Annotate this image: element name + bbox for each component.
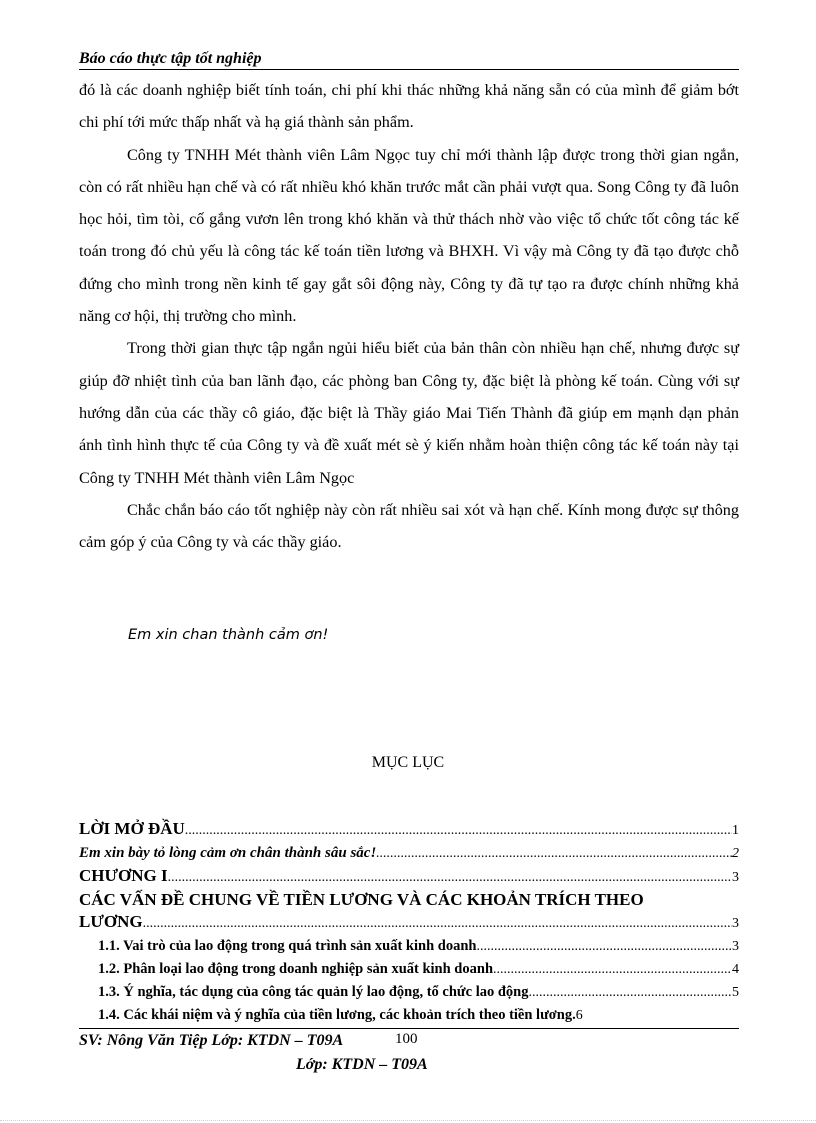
toc-entry-label: CÁC VẤN ĐỀ CHUNG VỀ TIỀN LƯƠNG VÀ CÁC KHOẢN TRÍCH THEO bbox=[79, 890, 644, 909]
toc-leader-dots bbox=[476, 935, 732, 958]
toc-entry[interactable] bbox=[79, 818, 739, 842]
toc-leader-dots bbox=[143, 911, 732, 935]
toc-entry-page: 4 bbox=[732, 962, 739, 977]
toc-entry[interactable] bbox=[79, 958, 739, 981]
toc-entry-heading-line bbox=[79, 889, 739, 911]
toc-leader-dots bbox=[528, 981, 732, 1004]
toc-entry-label: LỜI MỞ ĐẦU bbox=[79, 819, 185, 838]
toc-entry-label-continued: LƯƠNG bbox=[79, 912, 143, 931]
closing-line: Em xin chan thành cảm ơn! bbox=[128, 627, 329, 643]
paragraph: Công ty TNHH Mét thành viên Lâm Ngọc tuy chỉ mới thành lập được trong thời gian ngắn, còn có rất nhiều hạn chế và có rất nhiều khó khăn trước mắt cần phải vượt qua. Song Công ty đã luôn học hỏi, tìm tòi, cố gắng vươn lên trong khó khăn và thử thách nhờ vào việc tổ chức tốt công tác kế toán trong đó chủ yếu là công tác kế toán tiền lương và BHXH. Vì vậy mà Công ty đã tạo được chỗ đứng cho mình trong nền kinh tế gay gắt sôi động này, Công ty đã tự tạo ra được chính những khả năng cơ hội, thị trường cho mình. bbox=[79, 145, 739, 326]
body-text bbox=[79, 74, 739, 558]
toc-title: MỤC LỤC bbox=[371, 754, 445, 771]
paragraph: đó là các doanh nghiệp biết tính toán, chi phí khi thác những khả năng sẵn có của mình để giảm bớt chi phí tới mức thấp nhất và hạ giá thành sản phẩm. bbox=[79, 81, 739, 132]
toc-leader-dots bbox=[185, 818, 732, 842]
page-header bbox=[79, 50, 739, 70]
toc-leader-dots bbox=[168, 865, 732, 889]
toc-leader-dots bbox=[376, 842, 732, 865]
toc-entry-page: 3 bbox=[732, 870, 739, 885]
paragraph: Chắc chắn báo cáo tốt nghiệp này còn rất nhiều sai xót và hạn chế. Kính mong được sự thông cảm góp ý của Công ty và các thầy giáo. bbox=[79, 500, 739, 552]
toc-entry[interactable] bbox=[79, 865, 739, 889]
toc-entry-label: 1.3. Ý nghĩa, tác dụng của công tác quản lý lao động, tổ chức lao động bbox=[98, 984, 529, 1000]
toc-entry-label: CHƯƠNG I bbox=[79, 866, 168, 885]
toc-entry[interactable] bbox=[79, 911, 739, 935]
toc-entry[interactable] bbox=[79, 981, 739, 1004]
header-title: Báo cáo thực tập tốt nghiệp bbox=[79, 50, 262, 67]
toc-entry-label: 1.2. Phân loại lao động trong doanh nghiệp sản xuất kinh doanh bbox=[98, 961, 494, 977]
footer-class-line: Lớp: KTDN – T09A bbox=[296, 1056, 428, 1073]
footer-divider bbox=[79, 1028, 739, 1029]
toc-entry-page: 1 bbox=[732, 823, 739, 838]
toc-entry-page: 3 bbox=[732, 939, 739, 954]
toc-entry-label: Em xin bày tỏ lòng cảm ơn chân thành sâu sắc! bbox=[79, 845, 377, 861]
toc-entry[interactable] bbox=[79, 842, 739, 865]
paragraph: Trong thời gian thực tập ngắn ngủi hiểu biết của bản thân còn nhiều hạn chế, nhưng được sự giúp đỡ nhiệt tình của ban lãnh đạo, các phòng ban Công ty, đặc biệt là phòng kế toán. Cùng với sự hướng dẫn của các thầy cô giáo, đặc biệt là Thầy giáo Mai Tiến Thành đã giúp em mạnh dạn phản ánh tình hình thực tế của Công ty và đề xuất mét sè ý kiến nhằm hoàn thiện công tác kế toán này tại Công ty TNHH Mét thành viên Lâm Ngọc bbox=[79, 339, 739, 487]
page-number: 100 bbox=[395, 1031, 418, 1047]
toc-entry-page: 2 bbox=[732, 846, 739, 861]
toc-entry-page: 3 bbox=[732, 916, 739, 931]
toc-entry[interactable] bbox=[79, 935, 739, 958]
toc-entry[interactable] bbox=[79, 1004, 739, 1027]
toc-entry-label: 1.1. Vai trò của lao động trong quá trình sản xuất kinh doanh bbox=[98, 938, 477, 954]
table-of-contents bbox=[79, 818, 739, 1027]
footer-student-line: SV: Nông Văn Tiệp Lớp: KTDN – T09A bbox=[79, 1032, 344, 1049]
toc-entry-label: 1.4. Các khái niệm và ý nghĩa của tiền lương, các khoản trích theo tiền lương. bbox=[98, 1007, 576, 1023]
toc-entry-page: 6 bbox=[575, 1008, 583, 1023]
toc-entry-page: 5 bbox=[732, 985, 739, 1000]
page-edge-divider bbox=[0, 1120, 816, 1121]
toc-leader-dots bbox=[493, 958, 732, 981]
